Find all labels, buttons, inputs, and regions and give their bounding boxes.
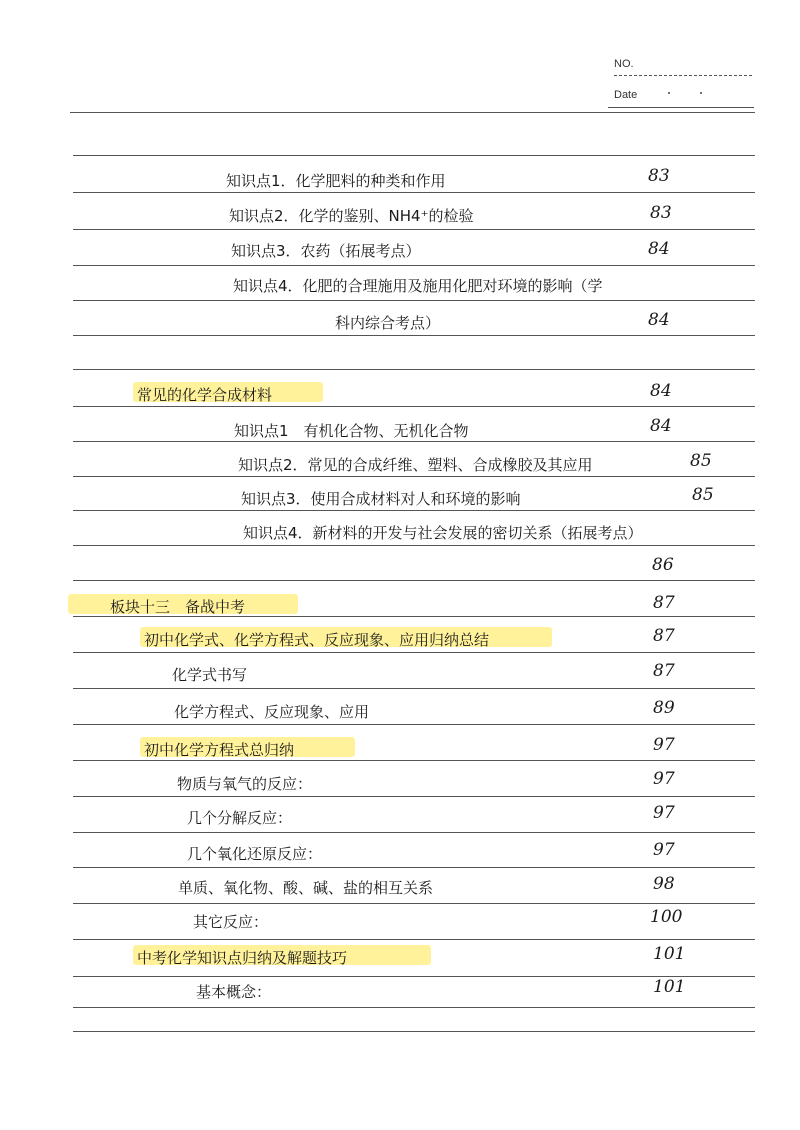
header-date-dot: [668, 92, 670, 94]
toc-entry-title: 几个氧化还原反应：: [187, 845, 323, 863]
toc-entry-page: 87: [653, 593, 675, 613]
toc-entry-page: 89: [653, 698, 675, 718]
toc-entry-title: 几个分解反应：: [187, 809, 293, 827]
toc-entry-page: 87: [653, 626, 675, 646]
ruled-line: [73, 265, 755, 266]
ruled-line: [73, 510, 755, 511]
ruled-line: [73, 1031, 755, 1032]
toc-entry-title: 知识点1 有机化合物、无机化合物: [234, 422, 469, 440]
toc-section-title: 初中化学方程式总归纳: [144, 741, 295, 759]
ruled-line: [73, 335, 755, 336]
toc-entry-title: 单质、氧化物、酸、碱、盐的相互关系: [178, 879, 434, 897]
ruled-line: [73, 939, 755, 940]
ruled-line: [73, 300, 755, 301]
ruled-line: [73, 580, 755, 581]
toc-entry-page: 83: [648, 166, 670, 186]
toc-entry-title: 知识点4．化肥的合理施用及施用化肥对环境的影响（学: [233, 277, 603, 295]
toc-entry-title: 化学方程式、反应现象、应用: [174, 703, 370, 721]
toc-entry-page: 98: [653, 874, 675, 894]
ruled-line: [73, 369, 755, 370]
toc-entry-page: 84: [648, 310, 670, 330]
ruled-line: [73, 545, 755, 546]
ruled-line: [73, 652, 755, 653]
toc-entry-page: 101: [653, 944, 686, 964]
toc-entry-title: 知识点2．化学的鉴别、NH4⁺的检验: [229, 207, 474, 225]
toc-entry-page: 85: [690, 451, 712, 471]
toc-entry-title: 其它反应：: [193, 913, 269, 931]
header-date-dot: [700, 92, 702, 94]
toc-entry-title: 知识点1．化学肥料的种类和作用: [226, 172, 446, 190]
ruled-line: [73, 867, 755, 868]
ruled-line: [70, 112, 755, 113]
toc-entry-page: 100: [650, 907, 683, 927]
toc-entry-page: 87: [653, 661, 675, 681]
toc-entry-title-continued: 科内综合考点）: [335, 314, 441, 332]
ruled-line: [73, 155, 755, 156]
ruled-line: [73, 688, 755, 689]
ruled-line: [73, 796, 755, 797]
toc-section-title: 常见的化学合成材料: [137, 386, 273, 404]
toc-entry-title: 知识点3．农药（拓展考点）: [231, 242, 421, 260]
ruled-line: [608, 107, 754, 108]
toc-entry-page: 84: [650, 416, 672, 436]
toc-entry-title: 化学式书写: [172, 666, 248, 684]
ruled-line: [73, 192, 755, 193]
toc-entry-title: 基本概念：: [196, 983, 272, 1001]
toc-entry-title: 知识点3．使用合成材料对人和环境的影响: [241, 490, 521, 508]
ruled-line: [73, 760, 755, 761]
header-no-label: NO.: [614, 58, 634, 70]
toc-section-title: 中考化学知识点归纳及解题技巧: [137, 949, 348, 967]
header-no-dashed-line: [614, 75, 752, 76]
toc-entry-page: 85: [692, 485, 714, 505]
ruled-line: [73, 476, 755, 477]
toc-entry-title: 知识点2．常见的合成纤维、塑料、合成橡胶及其应用: [238, 456, 593, 474]
toc-block-title: 板块十三 备战中考: [110, 598, 246, 616]
header-date-label: Date: [614, 89, 638, 101]
ruled-line: [73, 832, 755, 833]
ruled-line: [73, 724, 755, 725]
toc-entry-title: 物质与氧气的反应：: [177, 775, 313, 793]
toc-entry-page: 97: [653, 803, 675, 823]
toc-entry-page: 84: [650, 381, 672, 401]
toc-entry-title: 知识点4．新材料的开发与社会发展的密切关系（拓展考点）: [243, 524, 643, 542]
ruled-line: [73, 1007, 755, 1008]
ruled-line: [73, 903, 755, 904]
toc-entry-page: 83: [650, 203, 672, 223]
toc-entry-page: 97: [653, 840, 675, 860]
ruled-line: [73, 229, 755, 230]
toc-entry-page: 101: [653, 977, 686, 997]
toc-entry-page: 86: [652, 555, 674, 575]
toc-section-title: 初中化学式、化学方程式、反应现象、应用归纳总结: [144, 631, 490, 649]
toc-entry-page: 97: [653, 769, 675, 789]
ruled-line: [73, 406, 755, 407]
ruled-line: [73, 441, 755, 442]
toc-entry-page: 97: [653, 735, 675, 755]
toc-entry-page: 84: [648, 239, 670, 259]
